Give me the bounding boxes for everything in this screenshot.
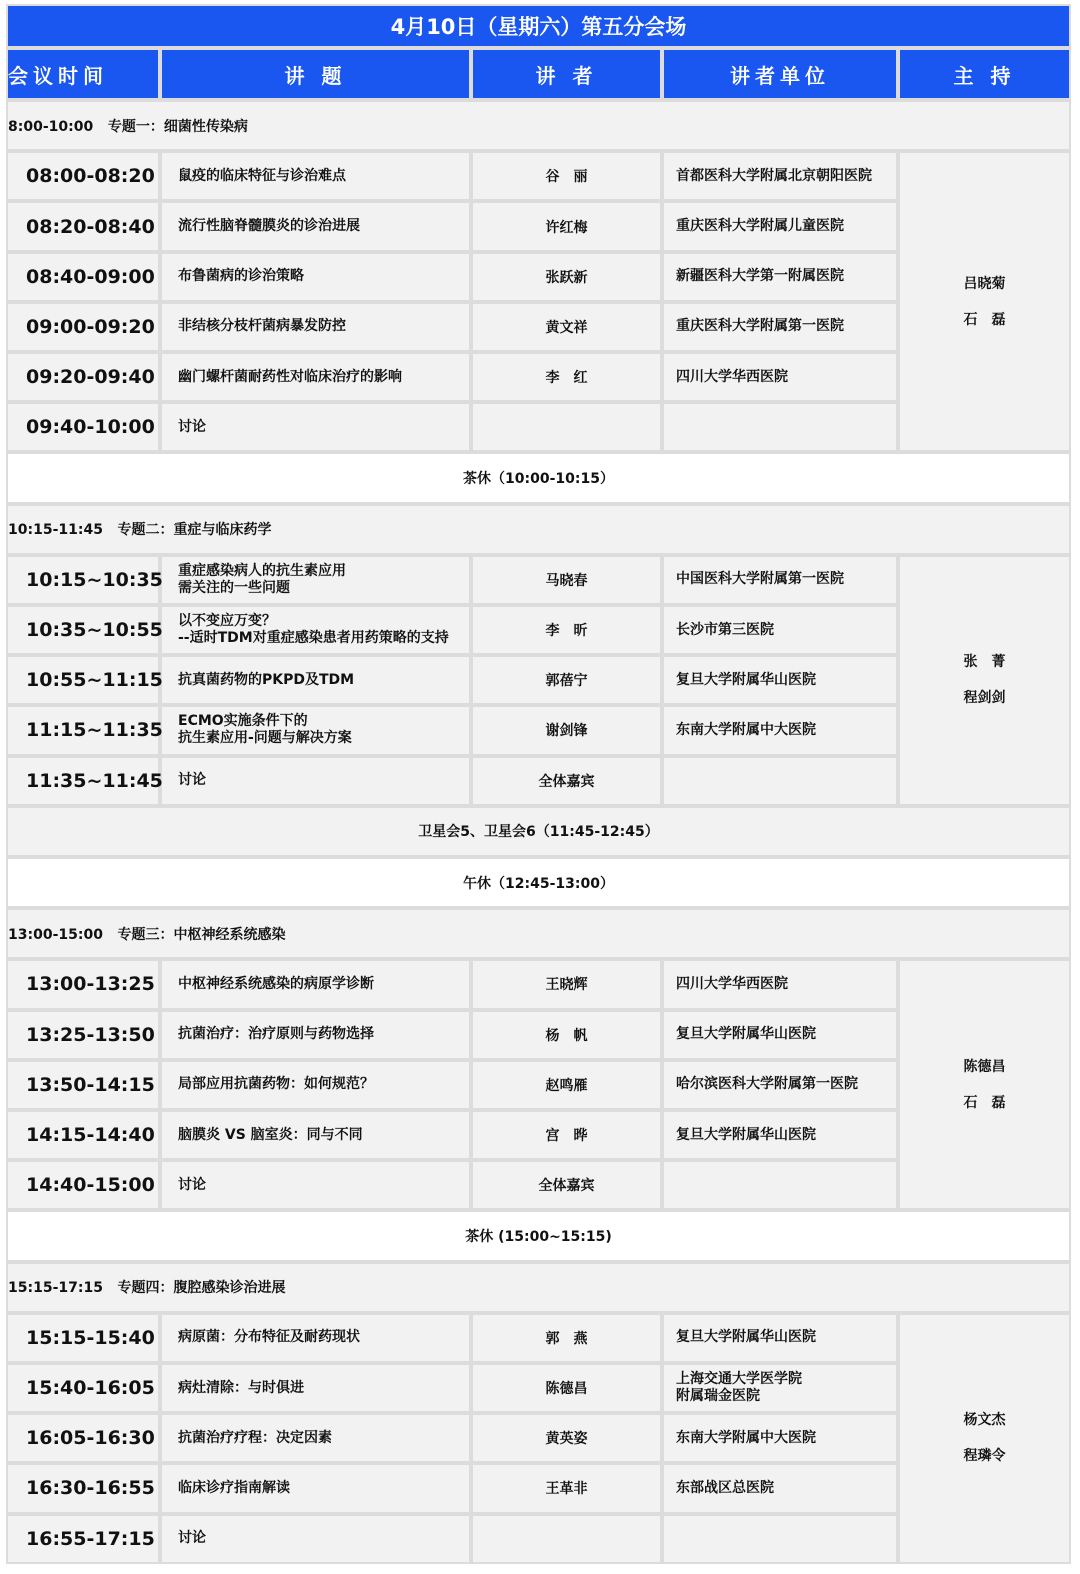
session-time: 16:30-16:55 <box>6 1463 160 1513</box>
speaker-name: 陈德昌 <box>471 1363 662 1413</box>
host-name: 程剑剑 <box>963 690 1006 707</box>
session-time: 08:00-08:20 <box>6 151 160 201</box>
speaker-name: 郭 燕 <box>471 1313 662 1363</box>
table-row <box>6 555 1071 605</box>
session-time: 13:00-13:25 <box>6 959 160 1009</box>
section-row <box>6 1262 1071 1313</box>
speaker-unit: 四川大学华西医院 <box>662 959 898 1009</box>
speaker-name: 谷 丽 <box>471 151 662 201</box>
host-cell <box>898 151 1071 452</box>
break-label: 卫星会5、卫星会6（11:45-12:45） <box>6 806 1071 857</box>
break-row <box>6 806 1071 857</box>
speaker-unit: 哈尔滨医科大学附属第一医院 <box>662 1060 898 1110</box>
session-time: 11:15~11:35 <box>6 705 160 755</box>
host-name: 吕晓菊 <box>963 275 1006 292</box>
speaker-name: 赵鸣雁 <box>471 1060 662 1110</box>
speaker-unit: 长沙市第三医院 <box>662 605 898 655</box>
talk-topic: 重症感染病人的抗生素应用 需关注的一些问题 <box>160 555 471 605</box>
speaker-name: 郭蓓宁 <box>471 655 662 705</box>
host-cell <box>898 555 1071 806</box>
talk-topic: 布鲁菌病的诊治策略 <box>160 252 471 302</box>
speaker-unit <box>662 756 898 806</box>
break-label: 茶休 (15:00~15:15) <box>6 1210 1071 1261</box>
host-cell <box>898 1313 1071 1564</box>
speaker-unit: 首都医科大学附属北京朝阳医院 <box>662 151 898 201</box>
host-name: 石 磊 <box>963 311 1006 328</box>
talk-topic: 幽门螺杆菌耐药性对临床治疗的影响 <box>160 352 471 402</box>
speaker-unit <box>662 1514 898 1565</box>
speaker-unit: 复旦大学附属华山医院 <box>662 1110 898 1160</box>
section-label: 13:00-15:00 专题三：中枢神经系统感染 <box>6 908 1071 959</box>
speaker-name: 全体嘉宾 <box>471 1160 662 1210</box>
speaker-name: 宫 晔 <box>471 1110 662 1160</box>
talk-topic: ECMO实施条件下的 抗生素应用-问题与解决方案 <box>160 705 471 755</box>
break-row <box>6 1210 1071 1261</box>
speaker-name: 李 昕 <box>471 605 662 655</box>
speaker-name: 王革非 <box>471 1463 662 1513</box>
speaker-unit: 东南大学附属中大医院 <box>662 1413 898 1463</box>
speaker-name: 谢剑锋 <box>471 705 662 755</box>
schedule-body <box>6 100 1071 1564</box>
talk-topic: 局部应用抗菌药物：如何规范？ <box>160 1060 471 1110</box>
speaker-unit: 中国医科大学附属第一医院 <box>662 555 898 605</box>
talk-topic: 中枢神经系统感染的病原学诊断 <box>160 959 471 1009</box>
host-name: 程璘令 <box>963 1448 1006 1465</box>
break-label: 午休（12:45-13:00） <box>6 857 1071 908</box>
speaker-name: 全体嘉宾 <box>471 756 662 806</box>
session-time: 16:55-17:15 <box>6 1514 160 1565</box>
speaker-name: 张跃新 <box>471 252 662 302</box>
header-topic: 讲 题 <box>160 48 471 100</box>
section-row <box>6 100 1071 151</box>
speaker-unit <box>662 1160 898 1210</box>
speaker-unit: 重庆医科大学附属儿童医院 <box>662 201 898 251</box>
host-name: 杨文杰 <box>963 1412 1006 1429</box>
session-time: 09:20-09:40 <box>6 352 160 402</box>
header-speaker: 讲 者 <box>471 48 662 100</box>
section-label: 8:00-10:00 专题一：细菌性传染病 <box>6 100 1071 151</box>
talk-topic: 讨论 <box>160 1160 471 1210</box>
talk-topic: 流行性脑脊髓膜炎的诊治进展 <box>160 201 471 251</box>
session-time: 09:00-09:20 <box>6 302 160 352</box>
session-time: 16:05-16:30 <box>6 1413 160 1463</box>
speaker-name: 杨 帆 <box>471 1010 662 1060</box>
session-time: 10:15~10:35 <box>6 555 160 605</box>
speaker-unit: 复旦大学附属华山医院 <box>662 1313 898 1363</box>
host-cell <box>898 959 1071 1210</box>
host-name: 陈德昌 <box>963 1058 1006 1075</box>
table-row <box>6 1313 1071 1363</box>
host-name: 张 菁 <box>963 654 1006 671</box>
speaker-name: 许红梅 <box>471 201 662 251</box>
speaker-unit <box>662 402 898 452</box>
session-time: 08:40-09:00 <box>6 252 160 302</box>
speaker-unit: 东南大学附属中大医院 <box>662 705 898 755</box>
talk-topic: 以不变应万变？ --适时TDM对重症感染患者用药策略的支持 <box>160 605 471 655</box>
speaker-unit: 新疆医科大学第一附属医院 <box>662 252 898 302</box>
speaker-name <box>471 1514 662 1565</box>
section-label: 10:15-11:45 专题二：重症与临床药学 <box>6 504 1071 555</box>
header-unit: 讲者单位 <box>662 48 898 100</box>
talk-topic: 讨论 <box>160 1514 471 1565</box>
session-time: 11:35~11:45 <box>6 756 160 806</box>
speaker-unit: 四川大学华西医院 <box>662 352 898 402</box>
break-row <box>6 857 1071 908</box>
talk-topic: 病灶清除：与时俱进 <box>160 1363 471 1413</box>
talk-topic: 抗菌治疗疗程：决定因素 <box>160 1413 471 1463</box>
session-time: 15:15-15:40 <box>6 1313 160 1363</box>
section-label: 15:15-17:15 专题四：腹腔感染诊治进展 <box>6 1262 1071 1313</box>
session-time: 14:40-15:00 <box>6 1160 160 1210</box>
table-row <box>6 151 1071 201</box>
session-time: 15:40-16:05 <box>6 1363 160 1413</box>
talk-topic: 临床诊疗指南解读 <box>160 1463 471 1513</box>
session-time: 13:50-14:15 <box>6 1060 160 1110</box>
break-label: 茶休（10:00-10:15） <box>6 452 1071 503</box>
talk-topic: 非结核分枝杆菌病暴发防控 <box>160 302 471 352</box>
talk-topic: 抗菌治疗：治疗原则与药物选择 <box>160 1010 471 1060</box>
speaker-name: 王晓辉 <box>471 959 662 1009</box>
section-row <box>6 504 1071 555</box>
session-time: 10:55~11:15 <box>6 655 160 705</box>
header-host: 主 持 <box>898 48 1071 100</box>
speaker-unit: 东部战区总医院 <box>662 1463 898 1513</box>
speaker-name: 黄英姿 <box>471 1413 662 1463</box>
page-title: 4月10日（星期六）第五分会场 <box>6 4 1071 48</box>
session-time: 14:15-14:40 <box>6 1110 160 1160</box>
session-time: 13:25-13:50 <box>6 1010 160 1060</box>
host-name: 石 磊 <box>963 1094 1006 1111</box>
speaker-unit: 重庆医科大学附属第一医院 <box>662 302 898 352</box>
header-time: 会议时间 <box>6 48 160 100</box>
speaker-unit: 复旦大学附属华山医院 <box>662 1010 898 1060</box>
table-row <box>6 959 1071 1009</box>
speaker-unit: 复旦大学附属华山医院 <box>662 655 898 705</box>
talk-topic: 抗真菌药物的PKPD及TDM <box>160 655 471 705</box>
speaker-name: 李 红 <box>471 352 662 402</box>
schedule-table <box>6 4 1071 1564</box>
speaker-name: 黄文祥 <box>471 302 662 352</box>
session-time: 10:35~10:55 <box>6 605 160 655</box>
session-time: 09:40-10:00 <box>6 402 160 452</box>
talk-topic: 讨论 <box>160 402 471 452</box>
talk-topic: 病原菌：分布特征及耐药现状 <box>160 1313 471 1363</box>
section-row <box>6 908 1071 959</box>
session-time: 08:20-08:40 <box>6 201 160 251</box>
speaker-name <box>471 402 662 452</box>
speaker-unit: 上海交通大学医学院 附属瑞金医院 <box>662 1363 898 1413</box>
talk-topic: 鼠疫的临床特征与诊治难点 <box>160 151 471 201</box>
talk-topic: 脑膜炎 VS 脑室炎：同与不同 <box>160 1110 471 1160</box>
break-row <box>6 452 1071 503</box>
speaker-name: 马晓春 <box>471 555 662 605</box>
talk-topic: 讨论 <box>160 756 471 806</box>
